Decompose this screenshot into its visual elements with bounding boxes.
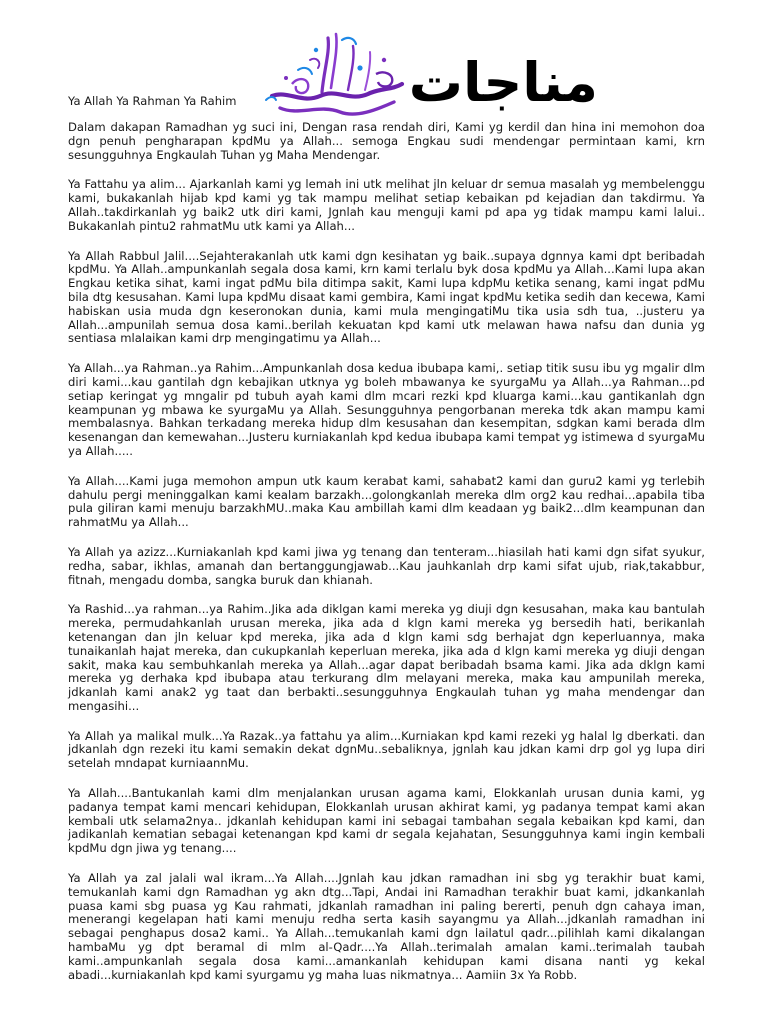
paragraph: Ya Allah....Kami juga memohon ampun utk kaum kerabat kami, sahabat2 kami dan guru2 kami yg terlebih dahulu pergi meninggalkan kami kealam barzakh...golongkanlah mereka dlm org2 kau redhai...apabila tiba pula giliran kami menuju barzakhMU..maka Kau ambillah kami dlm keadaan yg baik2...dlm keampunan dan rahmatMu ya Allah... bbox=[68, 473, 705, 530]
ramadan-kareem-calligraphy-logo bbox=[258, 30, 408, 125]
paragraph: Dalam dakapan Ramadhan yg suci ini, Dengan rasa rendah diri, Kami yg kerdil dan hina ini memohon doa dgn penuh pengharapan kpdMu ya Allah... semoga Engkau sudi mendengar permintaan kami, krn sesungguhnya Engkaulah Tuhan yg Maha Mendengar. bbox=[68, 120, 705, 162]
arabic-title-munajat: مناجات bbox=[408, 51, 598, 114]
prayer-body bbox=[68, 121, 705, 998]
paragraph: Ya Rashid...ya rahman...ya Rahim..Jika ada diklgan kami mereka yg diuji dgn kesusahan, maka kau bantulah mereka, permudahkanlah urusan mereka, jika ada d klgn kami mereka yg bersedih hati, berikanlah ketenangan dan jln keluar kpd mereka, jika ada d klgn kami sdg berhajat dgn keperluannya, maka tunaikanlah hajat mereka, dan cukupkanlah keperluan mereka, jika ada d klgn kami mereka yg diuji dengan sakit, maka kau sembuhkanlah mereka ya Allah...agar dapat beribadah bsama kami. Jika ada dklgn kami mereka yg derhaka kpd ibubapa atau terkurang dlm melayani mereka, maka kau ampunilah mereka, jdkanlah kami anak2 yg taat dan berbakti..sesungguhnya Engkaulah tuhan yg maha mendengar dan mengasihi... bbox=[68, 602, 705, 713]
paragraph: Ya Fattahu ya alim... Ajarkanlah kami yg lemah ini utk melihat jln keluar dr semua masalah yg membelenggu kami, bukakanlah hijab kpd kami yg tak mampu melihat setiap kebaikan pd kejadian dan takdirmu. Ya Allah..takdirkanlah yg baik2 utk diri kami, Jgnlah kau menguji kami pd apa yg tidak mampu kami lalui.. Bukakanlah pintu2 rahmatMu utk kami ya Allah... bbox=[68, 177, 705, 233]
paragraph: Ya Allah....Bantukanlah kami dlm menjalankan urusan agama kami, Elokkanlah urusan dunia kami, yg padanya tempat kami mencari kehidupan, Elokkanlah urusan akhirat kami, yg padanya tempat kami akan kembali utk selama2nya.. jdkanlah kehidupan kami ini sebagai tambahan segala kebaikan kpd kami, dan jadikanlah kematian sebagai ketenangan kpd kami dr segala kejahatan, Sesungguhnya kami ingin kembali kpdMu dgn jiwa yg tenang.... bbox=[68, 786, 705, 856]
greeting-line: Ya Allah Ya Rahman Ya Rahim bbox=[68, 94, 237, 108]
paragraph: Ya Allah Rabbul Jalil....Sejahterakanlah utk kami dgn kesihatan yg baik..supaya dgnnya kami dpt beribadah kpdMu. Ya Allah..ampunkanlah segala dosa kami, krn kami terlalu byk dosa kpdMu ya Allah...Kami lupa akan Engkau ketika sihat, kami ingat pdMu bila ditimpa sakit, Kami lupa kdpMu ketika senang, kami ingat pdMu bila dtg kesusahan. Kami lupa kpdMu disaat kami gembira, Kami ingat kpdMu ketika sedih dan kecewa, Kami habiskan usia muda dgn keseronokan dunia, kami mula mengingatiMu tika usia sdh tua, ..justeru ya Allah...ampunilah semua dosa kami..berilah kekuatan kpd kami utk melawan hawa nafsu dan dunia yg sentiasa mlalaikan kami drp mengingatimu ya Allah... bbox=[68, 248, 705, 346]
page-header bbox=[0, 0, 768, 118]
paragraph: Ya Allah ya zal jalali wal ikram...Ya Allah....Jgnlah kau jdkan ramadhan ini sbg yg terakhir buat kami, temukanlah kami dgn Ramadhan yg akn dtg...Tapi, Andai ini Ramadhan terakhir buat kami, jdkankanlah puasa kami sbg puasa yg Kau rahmati, jdkanlah ramadhan ini paling bererti, penuh dgn cahaya iman, menerangi kegelapan hati kami menuju redha serta kasih sayangmu ya Allah...jdkanlah ramadhan ini sebagai penghapus dosa2 kami.. Ya Allah...temukanlah kami dgn lailatul qadr...pilihlah kami dikalangan hambaMu yg dpt beramal di mlm al-Qadr....Ya Allah..terimalah amalan kami..terimalah taubah kami..ampunkanlah segala dosa kami...amankanlah kehidupan kami disana nanti yg kekal abadi...kurniakanlah kpd kami syurgamu yg maha luas nikmatnya... Aamiin 3x Ya Robb. bbox=[68, 871, 705, 982]
paragraph: Ya Allah ya azizz...Kurniakanlah kpd kami jiwa yg tenang dan tenteram...hiasilah hati kami dgn sifat syukur, redha, sabar, ikhlas, amanah dan bertanggungjawab...Kau jauhkanlah drp kami sifat ujub, riak,takabbur, fitnah, mengadu domba, sangka buruk dan khianah. bbox=[68, 544, 705, 587]
paragraph: Ya Allah ya malikal mulk...Ya Razak..ya fattahu ya alim...Kurniakan kpd kami rezeki yg halal lg dberkati. dan jdkanlah dgn rezeki itu kami semakin dekat dgnMu..sebaliknya, jgnlah kau jdkan kami drp gol yg lupa diri setelah mndapat kurniaannMu. bbox=[68, 728, 705, 771]
paragraph: Ya Allah...ya Rahman..ya Rahim...Ampunkanlah dosa kedua ibubapa kami,. setiap titik susu ibu yg mgalir dlm diri kami...kau gantilah dgn kebajikan utknya yg boleh mbawanya ke syurgaMu ya Allah...ya Rahman...pd setiap keringat yg mngalir pd tubuh ayah kami dlm mcari rezki kpd kluarga kami...kau gantikanlah dgn keampunan yg mbawa ke syurgaMu ya Allah. Sesungguhnya pengorbanan mereka tdk akan mampu kami membalasnya. Bahkan terkadang mereka hidup dlm kesusahan dan kesempitan, sdgkan kami berada dlm kesenangan dan kemewahan...Justeru kurniakanlah kpd kedua ibubapa kami tempat yg istimewa d syurgaMu ya Allah..... bbox=[68, 361, 705, 458]
